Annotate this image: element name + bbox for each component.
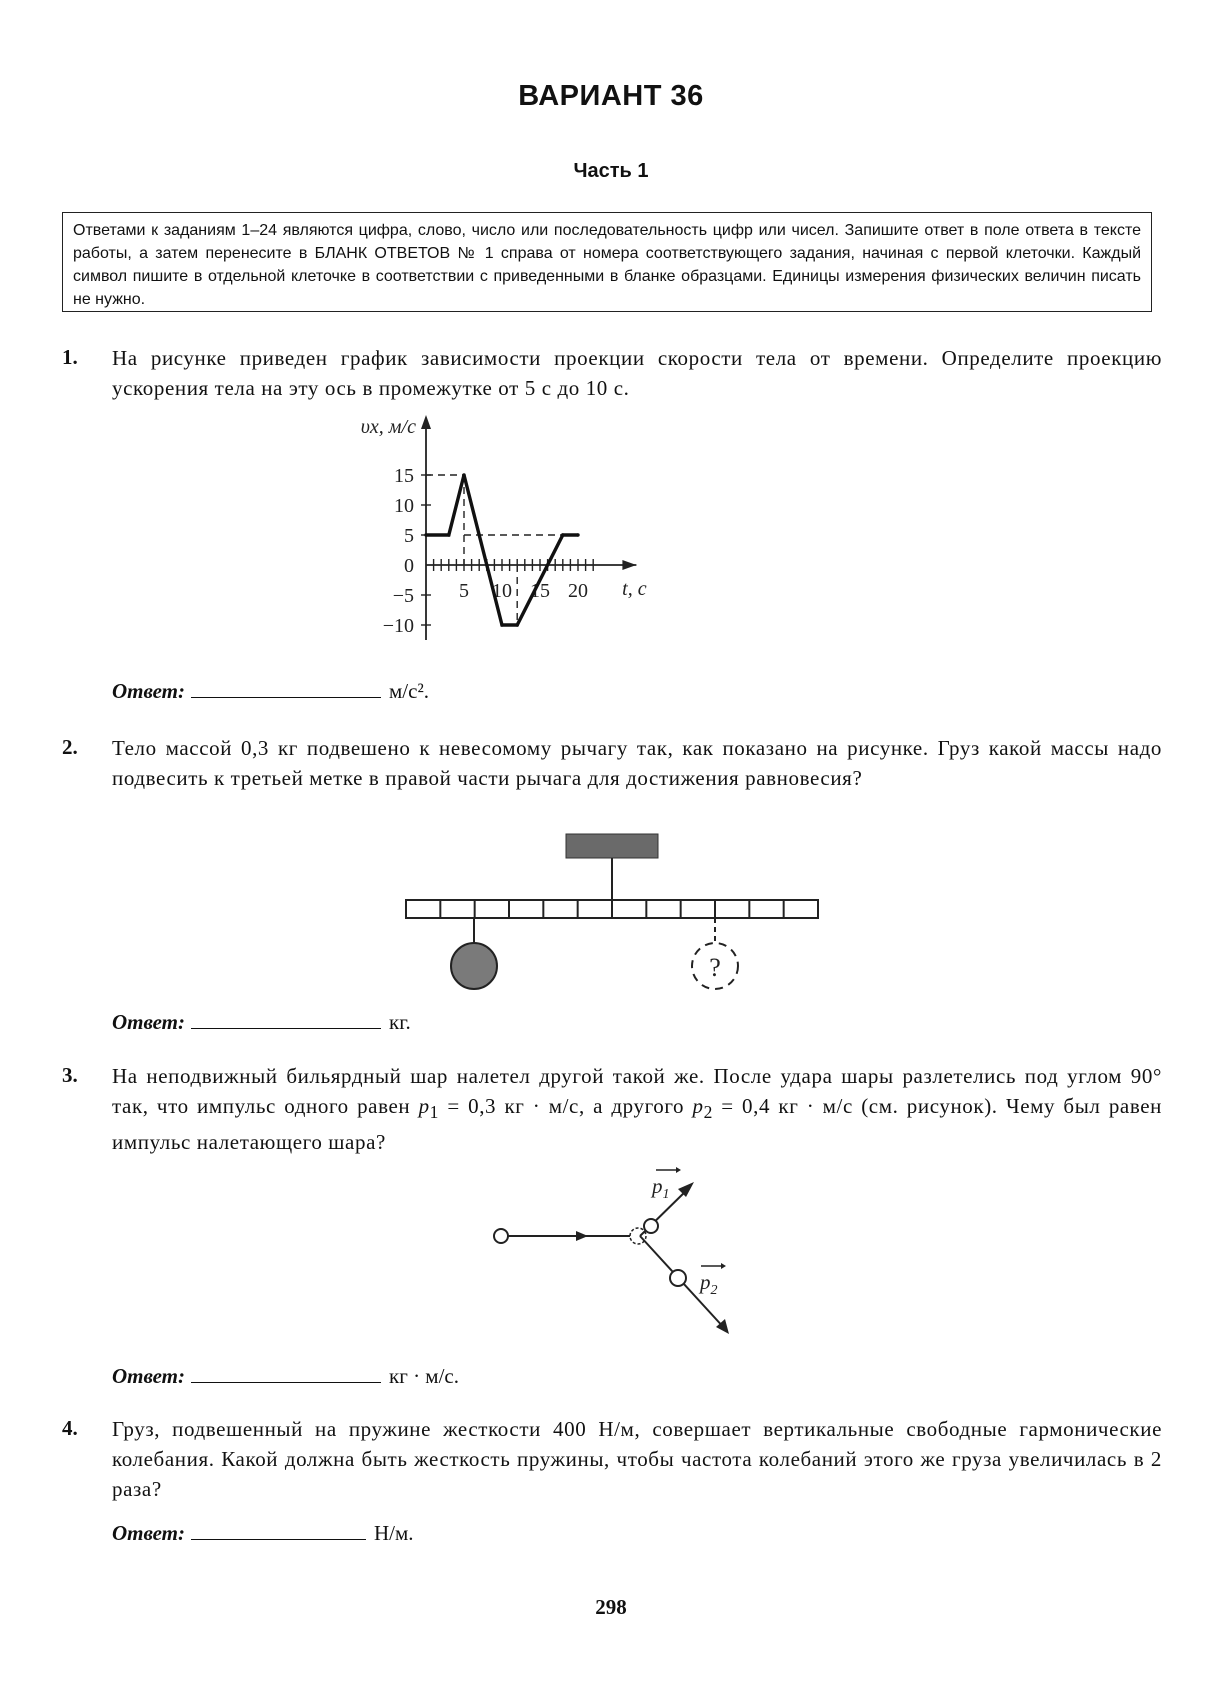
y-tick-label: −10 (382, 615, 414, 637)
data-point (576, 533, 579, 536)
incoming-ball (494, 1229, 508, 1243)
lever-support (566, 834, 658, 858)
billiard-collision-figure (480, 1165, 760, 1345)
data-point (500, 623, 503, 626)
p1-label: $p_1$ (652, 1174, 670, 1202)
answer-unit: кг · м/с. (389, 1364, 460, 1388)
part-heading: Часть 1 (573, 160, 649, 182)
y-tick-label: 15 (394, 465, 414, 487)
instructions-box: Ответами к заданиям 1–24 являются цифра, слово, число или последовательность цифр или чисел. Запишите ответ в поле ответа в тексте работы, а затем перенесите в БЛАНК ОТВЕТОВ № 1 справа от номера соответствующего задания, начиная с первой клеточки. Каждый символ пишите в отдельной клеточке в соответствии с приведенными в бланке образцами. Единицы измерения физических величин писать не нужно. (62, 212, 1152, 312)
lever-figure (400, 828, 830, 993)
answer-unit: Н/м. (374, 1521, 414, 1545)
y-axis-label: υx, м/с (360, 416, 416, 438)
answer-field[interactable] (191, 1360, 381, 1383)
answer-label: Ответ: (112, 1521, 185, 1545)
answer-label: Ответ: (112, 1364, 185, 1388)
data-point (424, 533, 427, 536)
y-tick-label: −5 (392, 585, 414, 607)
x-tick-label: 5 (459, 580, 469, 602)
question-text: На неподвижный бильярдный шар налетел другой такой же. После удара шары разлетелись под углом 90° так, что импульс одного равен $p_1 = 0,3$ кг · м/с, а другого $p_2 = 0,4$ кг · м/с (см. рисунок). Чему был равен импульс налетающего шара? (112, 1064, 1162, 1155)
answer-row (112, 1006, 411, 1035)
y-tick-label: 0 (404, 555, 414, 577)
data-point (516, 623, 519, 626)
question-number: 3. (62, 1063, 78, 1087)
data-point (561, 533, 564, 536)
answer-unit: кг. (389, 1010, 411, 1034)
ball-2 (670, 1270, 686, 1286)
answer-unit: м/с². (389, 679, 429, 703)
velocity-series-line (426, 475, 578, 625)
page-title: ВАРИАНТ 36 (518, 80, 704, 112)
collision-point (630, 1228, 646, 1244)
question-number: 1. (62, 345, 78, 369)
question-text: На рисунке приведен график зависимости проекции скорости тела от времени. Определите проекцию ускорения тела на эту ось в промежутке от 5 с до 10 с. (112, 346, 1162, 400)
answer-row (112, 1517, 414, 1546)
p1-symbol: p (418, 1094, 430, 1118)
answer-row (112, 1360, 459, 1389)
ball-1 (644, 1219, 658, 1233)
known-weight (451, 943, 497, 989)
x-axis-arrow (622, 560, 636, 570)
answer-field[interactable] (191, 675, 381, 698)
y-axis-arrow (421, 415, 431, 429)
question-number: 2. (62, 735, 78, 759)
answer-row (112, 675, 429, 704)
data-point (462, 473, 465, 476)
x-tick-label: 15 (530, 580, 550, 602)
answer-label: Ответ: (112, 1010, 185, 1034)
question-number: 4. (62, 1416, 78, 1440)
p2-label: $p_2$ (700, 1270, 718, 1298)
y-tick-label: 5 (404, 525, 414, 547)
unknown-weight-label: ? (709, 953, 721, 982)
incoming-arrow (576, 1231, 588, 1241)
answer-field[interactable] (191, 1517, 366, 1540)
x-tick-label: 20 (568, 580, 588, 602)
y-tick-label: 10 (394, 495, 414, 517)
p1-arrowhead (678, 1182, 694, 1197)
answer-label: Ответ: (112, 679, 185, 703)
question-text: Тело массой 0,3 кг подвешено к невесомому рычагу так, как показано на рисунке. Груз какой массы надо подвесить к третьей метке в правой части рычага для достижения равновесия? (112, 736, 1162, 790)
p2-symbol: p (692, 1094, 704, 1118)
answer-field[interactable] (191, 1006, 381, 1029)
data-point (447, 533, 450, 536)
x-axis-label: t, с (622, 578, 647, 600)
x-tick-label: 10 (492, 580, 512, 602)
velocity-time-chart (360, 415, 860, 655)
page-number: 298 (595, 1595, 627, 1619)
question-text: Груз, подвешенный на пружине жесткости 400 Н/м, совершает вертикальные свободные гармонические колебания. Какой должна быть жесткость пружины, чтобы частота колебаний этого же груза увеличилась в 2 раза? (112, 1417, 1162, 1501)
